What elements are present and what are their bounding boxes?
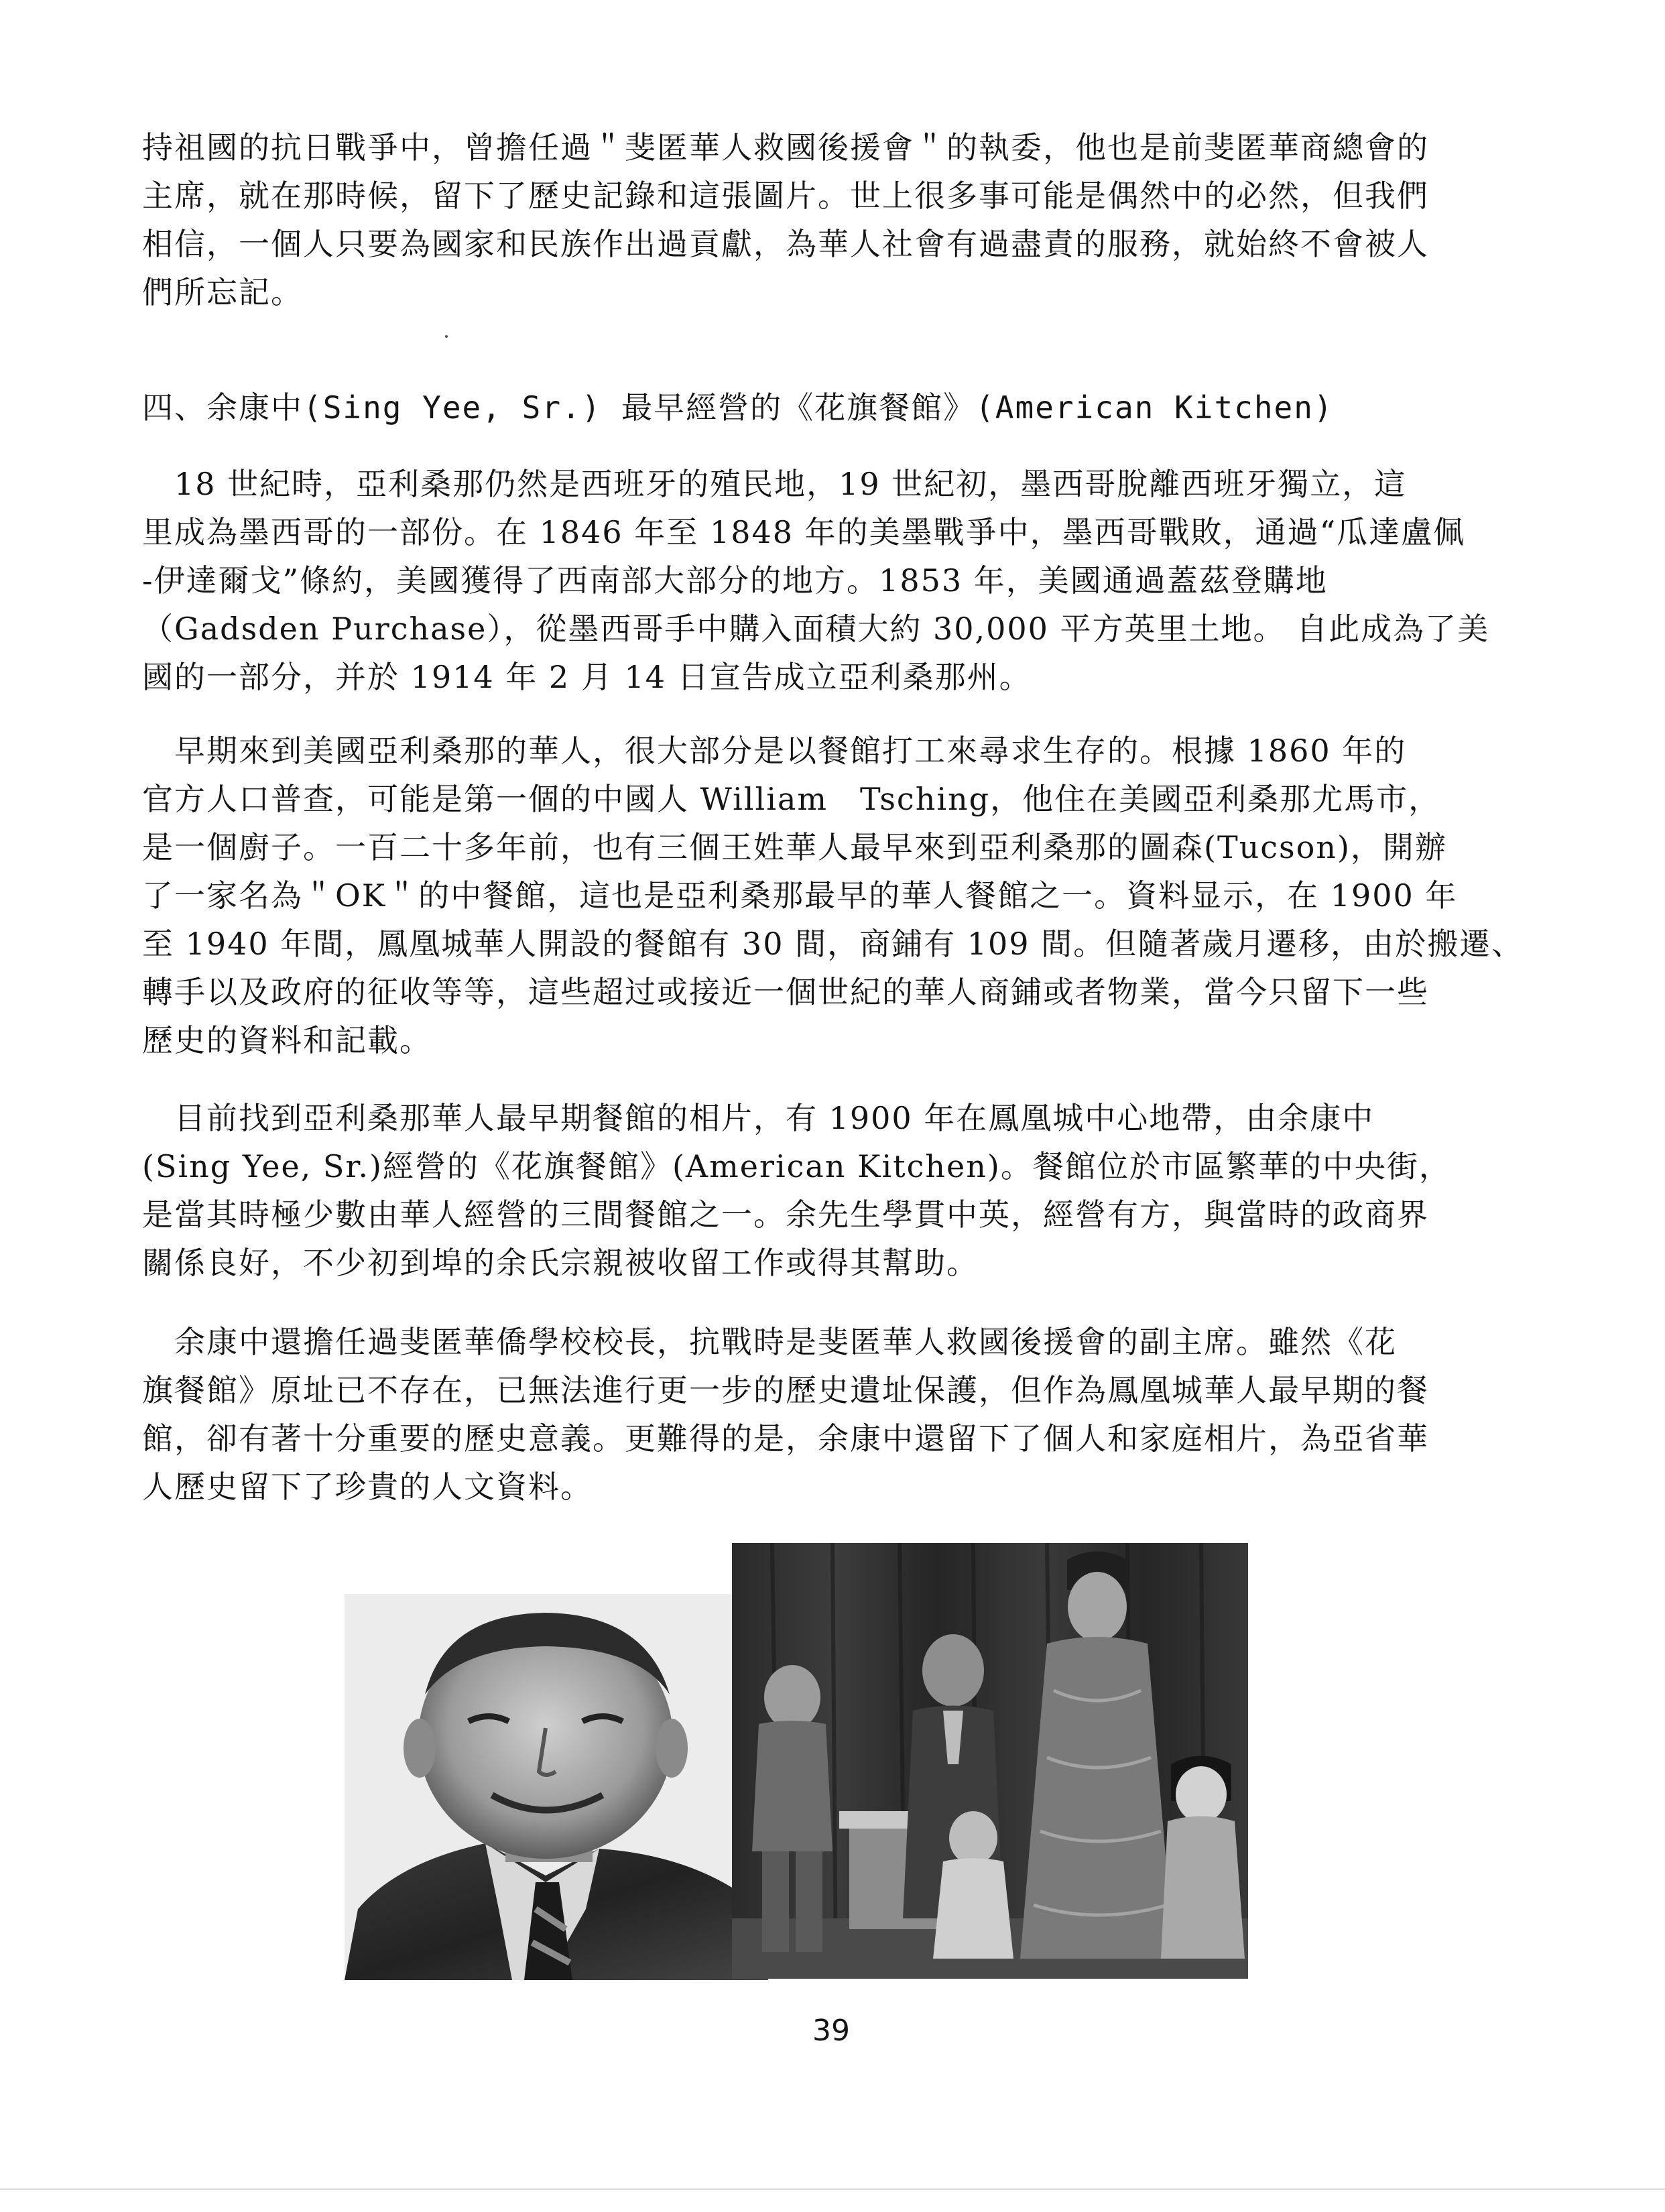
text-line: 余康中還擔任過斐匿華僑學校校長，抗戰時是斐匿華人救國後援會的副主席。雖然《花 [142, 1324, 1397, 1360]
text-line: 了一家名為＂OK＂的中餐館，這也是亞利桑那最早的華人餐館之一。資料显示，在 1900 年 [142, 877, 1458, 914]
text-line: 國的一部分，并於 1914 年 2 月 14 日宣告成立亞利桑那州。 [142, 659, 1032, 695]
text-line: 里成為墨西哥的一部份。在 1846 年至 1848 年的美墨戰爭中，墨西哥戰敗，通過“瓜達盧佩 [142, 514, 1466, 550]
paragraph-5 [142, 1318, 1526, 1511]
text-line: 相信，一個人只要為國家和民族作出過貢獻，為華人社會有過盡責的服務，就始終不會被人 [142, 226, 1429, 262]
paragraph-4 [142, 1094, 1526, 1287]
portrait-illustration [345, 1594, 768, 1980]
text-line: 主席，就在那時候，留下了歷史記錄和這張圖片。世上很多事可能是偶然中的必然，但我們 [142, 178, 1429, 214]
family-illustration [732, 1543, 1248, 1979]
paragraph-1 [142, 123, 1526, 316]
text-line: 關係良好，不少初到埠的余氏宗親被收留工作或得其幫助。 [142, 1245, 979, 1281]
paragraph-2 [142, 460, 1526, 701]
text-line: (Sing Yee, Sr.)經營的《花旗餐館》(American Kitchen)。餐館位於市區繁華的中央街， [142, 1148, 1451, 1184]
text-line: 館，卻有著十分重要的歷史意義。更難得的是，余康中還留下了個人和家庭相片，為亞省華 [142, 1420, 1429, 1457]
text-line: 是一個廚子。一百二十多年前，也有三個王姓華人最早來到亞利桑那的圖森(Tucson)，開辦 [142, 829, 1447, 865]
text-line: 目前找到亞利桑那華人最早期餐館的相片，有 1900 年在鳳凰城中心地帶，由余康中 [142, 1100, 1375, 1136]
paragraph-3 [142, 727, 1526, 1064]
text-line: 歷史的資料和記載。 [142, 1022, 432, 1058]
text-line: 人歷史留下了珍貴的人文資料。 [142, 1469, 593, 1505]
footer-rule [0, 2189, 1665, 2190]
text-line: 轉手以及政府的征收等等，這些超过或接近一個世紀的華人商鋪或者物業，當今只留下一些 [142, 974, 1429, 1010]
text-line: （Gadsden Purchase），從墨西哥手中購入面積大約 30,000 平方英里土地。 自此成為了美 [142, 611, 1490, 647]
portrait-photo [345, 1594, 768, 1980]
section-heading: 四、余康中(Sing Yee, Sr.) 最早經營的《花旗餐館》(American Kitchen) [142, 389, 1334, 426]
page-number: 39 [812, 2014, 850, 2048]
text-line: 18 世紀時，亞利桑那仍然是西班牙的殖民地，19 世紀初，墨西哥脫離西班牙獨立，這 [142, 466, 1407, 502]
text-line: 持祖國的抗日戰爭中，曾擔任過＂斐匿華人救國後援會＂的執委，他也是前斐匿華商總會的 [142, 129, 1429, 166]
text-line: -伊達爾戈”條約，美國獲得了西南部大部分的地方。1853 年，美國通過蓋茲登購地 [142, 562, 1328, 599]
text-line: 官方人口普查，可能是第一個的中國人 William Tsching，他住在美國亞利桑那尤馬市， [142, 781, 1441, 817]
text-line: 早期來到美國亞利桑那的華人，很大部分是以餐館打工來尋求生存的。根據 1860 年的 [142, 733, 1407, 769]
text-line: 至 1940 年間，鳳凰城華人開設的餐館有 30 間，商鋪有 109 間。但隨著歲月遷移，由於搬遷、 [142, 926, 1524, 962]
stray-mark [445, 335, 448, 338]
text-line: 旗餐館》原址已不存在，已無法進行更一步的歷史遺址保護，但作為鳳凰城華人最早期的餐 [142, 1372, 1429, 1408]
text-line: 們所忘記。 [142, 274, 303, 310]
text-line: 是當其時極少數由華人經營的三間餐館之一。余先生學貫中英，經營有方，與當時的政商界 [142, 1196, 1429, 1233]
family-photo [732, 1543, 1248, 1979]
